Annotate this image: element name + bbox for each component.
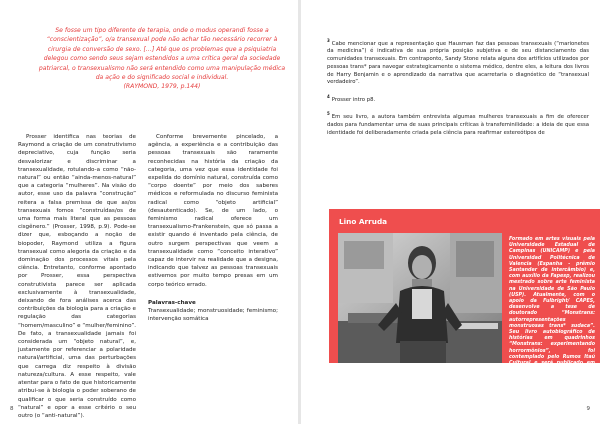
footnotes — [327, 37, 589, 143]
body-paragraph: Prosser identifica nas teorias de Raymond a criação de um construtivismo depreciativo, cuja função seria desvalorizar e discriminar a transexualidade, rotulando-a como “não-natural” ou então “ainda-menos-natural” que a categoria “mulheres”. Na visão do autor, esse uso da palavra “construção” reitera a falsa premissa de que as/os transexuais fomos “construídas/os de uma forma mais literal que as pessoas cisgênero.” (Prosser, 1998, p.9). Pode-se dizer que, esboçando a noção de biopoder, Raymond utiliza a figura transexual como alegoria da criação e da dominação dos processos vitais pela ciência. Entretanto, conforme apontado por Prosser, essa perspectiva construtivista parece ser aplicada exclusivamente à transexualidade, deixando de fora análises acerca das contribuições da biologia para a criação e regulação das categorias “homem/masculino” e “mulher/feminino”. De fato, a transexualidade jamais foi considerada um “objeto natural”, e, justamente por referenciar a polaridade natural/artificial, uma das perturbações que carrega diz respeito à divisão natureza/cultura. A esse respeito, vale atentar para o fato de que historicamente atribui-se à biologia o poder soberano de qualificar o que seria construído como “natural” e opor a esse critério o seu outro (o “anti-natural”). — [18, 134, 136, 419]
body-column-left — [18, 133, 136, 420]
author-photo — [338, 233, 502, 363]
footnote — [327, 93, 589, 104]
footnote — [327, 37, 589, 87]
epigraph-quote — [38, 26, 286, 92]
footnote — [327, 110, 589, 137]
quote-text: Se fosse um tipo diferente de terapia, onde o modus operandi fosse a “conscientização”, o/a transexual pode não achar tão necessário recorrer à cirurgia de conversão de sexo. […] Até que os problemas que a psiquiatria delegou como sendo seus sejam estendidos a uma crítica geral da sociedade patriarcal, o transexualismo não será entendido como uma manipulação médica da ação e do significado social e individual. — [38, 27, 286, 82]
footnote-number: 3 — [327, 38, 330, 43]
author-bio-text: Formado em artes visuais pela Universidade Estadual de Campinas (UNICAMP) e pela Universidad Politécnica de Valencia (Espanha - prêmio Santander de intercâmbio) e, com auxílio da Fapesp, realizou mestrado sobre arte feminista na Universidade de São Paulo (USP). Atualmente, com o apoio da Fulbright/ CAPES, desenvolve a tese de doutorado “Monstrans: autorrepresentações monstruosas trans* sudaca”. Seu livro autobiográfico de histórias em quadrinhos “Monstrans: experimentando horrormônios”, foi contemplado pelo Rumos Itaú Cultural e será publicado em breve. — [509, 237, 595, 373]
quote-citation: (RAYMOND, 1979, p.144) — [123, 83, 201, 91]
left-page — [0, 0, 298, 424]
body-paragraph: Conforme brevemente pincelado, a agência, a experiência e a contribuição das pessoas transexuais são raramente reconhecidas na história da criação da categoria, uma vez que essa identidade foi expelida do domínio natural, construída como “corpo doente” por meio dos saberes médicos e reformulada no discurso feminista radical como “objeto artificial” (desautenticado). Se, de um lado, o feminismo radical oferece um transexualismo-Frankenstein, que só passa a existir quando é inventado pela ciência, de outro surgem perspectivas que veem a transexualidade como “conceito interativo” capaz de intervir na realidade que a designa, indicando que talvez as pessoas transexuais estivemos por muito tempo presas em um corpo teórico errado. — [148, 134, 278, 288]
body-column-right — [148, 133, 278, 323]
keywords-list: Transexualidade; monstruosidade; feminismo; intervenção somática — [148, 308, 278, 323]
author-name: Lino Arruda — [339, 217, 388, 226]
keywords-title: Palavras-chave — [148, 299, 196, 306]
author-bio-box — [329, 209, 600, 373]
page-number: 9 — [586, 406, 590, 412]
footnote-number: 4 — [327, 93, 330, 99]
right-page — [301, 0, 600, 424]
footnote-text: Cabe mencionar que a representação que Hausman faz das pessoas transexuais (“marionetes da medicina”) é indicativa de sua própria posição subjetiva e de seu distanciamento das comunidades transexuais. Em contraponto, Sandy Stone relata alguns dos artifícios utilizados por pessoas trans* para navegar estrategicamente o sistema médico, dentre eles, a leitura dos livros de Harry Benjamin e o aprendizado da narrativa que acarretaria o diagnóstico de “transexual verdadeiro”. — [327, 40, 589, 86]
footnote-text: Em seu livro, a autora também entrevista algumas mulheres transexuais a fim de oferecer dados para fundamentar uma de suas principais críticas à transfeminilidade: a ideia de que essa identidade foi deliberadamente criada pela ciência para reafirmar estereótipos de — [327, 114, 589, 136]
footnote-number: 5 — [327, 111, 330, 117]
page-number: 8 — [10, 406, 14, 412]
footnote-text: Prosser intro p8. — [331, 96, 376, 103]
